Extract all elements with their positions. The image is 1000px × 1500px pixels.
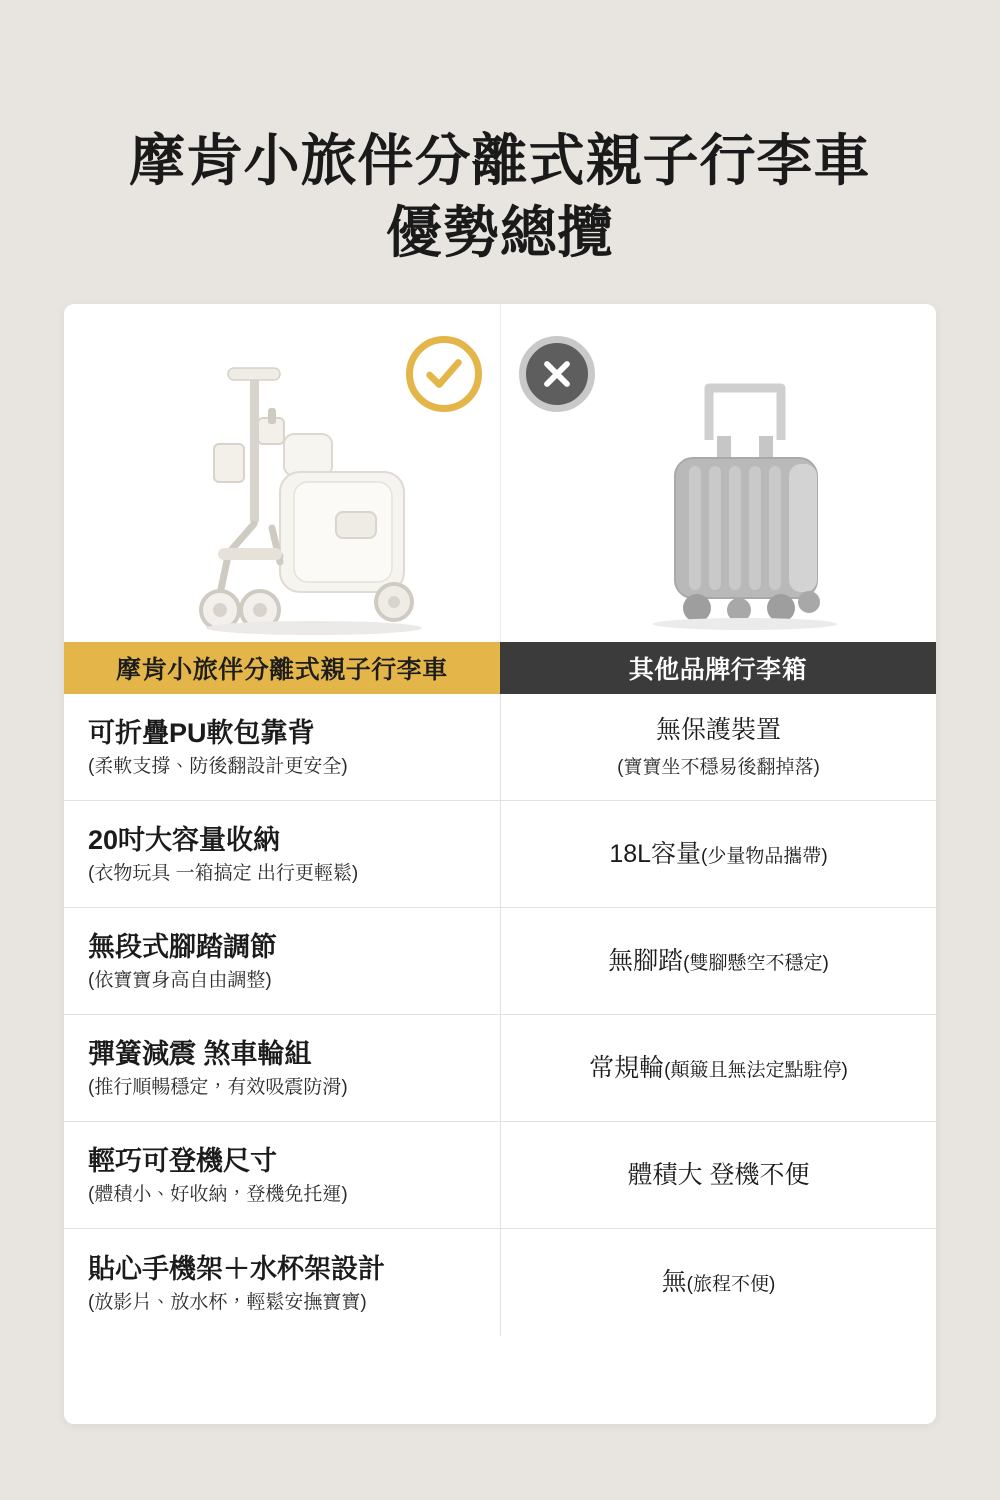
row-other — [500, 694, 936, 800]
page-title — [0, 0, 1000, 266]
row-ours-detail: (放影片、放水杯，輕鬆安撫寶寶) — [88, 1291, 367, 1313]
row-other-title: 無保護裝置 — [655, 716, 781, 745]
table-row — [64, 694, 936, 801]
row-ours-detail: (推行順暢穩定，有效吸震防滑) — [88, 1077, 348, 1099]
row-other-detail: (寶寶坐不穩易後翻掉落) — [617, 757, 820, 779]
row-ours — [64, 1229, 500, 1336]
row-other-detail: (顛簸且無法定點駐停) — [664, 1059, 848, 1081]
row-other — [500, 1229, 936, 1336]
row-ours-detail: (體積小、好收納，登機免托運) — [88, 1184, 348, 1206]
row-ours — [64, 801, 500, 907]
kids-ride-on-luggage-illustration — [184, 356, 454, 636]
cross-circle-icon — [519, 336, 595, 412]
row-ours-title: 彈簧減震 煞車輪組 — [88, 1039, 312, 1070]
product-image-other — [500, 304, 936, 642]
row-ours-title: 20吋大容量收納 — [88, 825, 281, 856]
row-other-title-text: 無 — [661, 1268, 687, 1297]
row-ours — [64, 1122, 500, 1228]
row-ours — [64, 694, 500, 800]
row-other-title-text: 常規輪 — [589, 1053, 665, 1082]
table-row — [64, 1015, 936, 1122]
row-other-title-text: 18L容量 — [609, 839, 702, 868]
row-other-detail: (雙腳懸空不穩定) — [683, 952, 829, 974]
row-ours-title: 無段式腳踏調節 — [88, 932, 277, 963]
row-other-title: 體積大 登機不便 — [627, 1160, 810, 1189]
row-other-title-text: 無腳踏 — [608, 946, 684, 975]
row-other — [500, 801, 936, 907]
table-row — [64, 908, 936, 1015]
row-other — [500, 1122, 936, 1228]
comparison-rows — [64, 694, 936, 1336]
product-image-ours — [64, 304, 500, 642]
row-other-detail: (旅程不便) — [686, 1274, 776, 1296]
row-other — [500, 1015, 936, 1121]
row-ours-title: 可折疊PU軟包靠背 — [88, 718, 315, 749]
row-other-detail: (少量物品攜帶) — [701, 845, 828, 867]
table-header-other: 其他品牌行李箱 — [500, 642, 936, 694]
row-ours-detail: (柔軟支撐、防後翻設計更安全) — [88, 756, 348, 778]
comparison-card — [64, 304, 936, 1424]
row-ours-detail: (衣物玩具 一箱搞定 出行更輕鬆) — [88, 863, 359, 885]
page-title-line-2: 優勢總攬 — [386, 201, 614, 265]
row-ours — [64, 908, 500, 1014]
table-row — [64, 1229, 936, 1336]
page-title-line-1: 摩肯小旅伴分離式親子行李車 — [129, 129, 871, 192]
row-other-title — [609, 839, 827, 870]
row-other-title — [608, 946, 829, 977]
row-other — [500, 908, 936, 1014]
table-row — [64, 1122, 936, 1229]
check-circle-icon — [406, 336, 482, 412]
row-ours-title: 貼心手機架＋水杯架設計 — [88, 1253, 385, 1284]
plain-suitcase-illustration — [631, 374, 861, 634]
table-header-ours: 摩肯小旅伴分離式親子行李車 — [64, 642, 500, 694]
row-ours-detail: (依寶寶身高自由調整) — [88, 970, 272, 992]
product-image-row — [64, 304, 936, 642]
table-header-row — [64, 642, 936, 694]
table-row — [64, 801, 936, 908]
row-other-title — [662, 1267, 776, 1298]
row-other-title — [589, 1053, 848, 1084]
row-ours-title: 輕巧可登機尺寸 — [88, 1146, 277, 1177]
row-ours — [64, 1015, 500, 1121]
